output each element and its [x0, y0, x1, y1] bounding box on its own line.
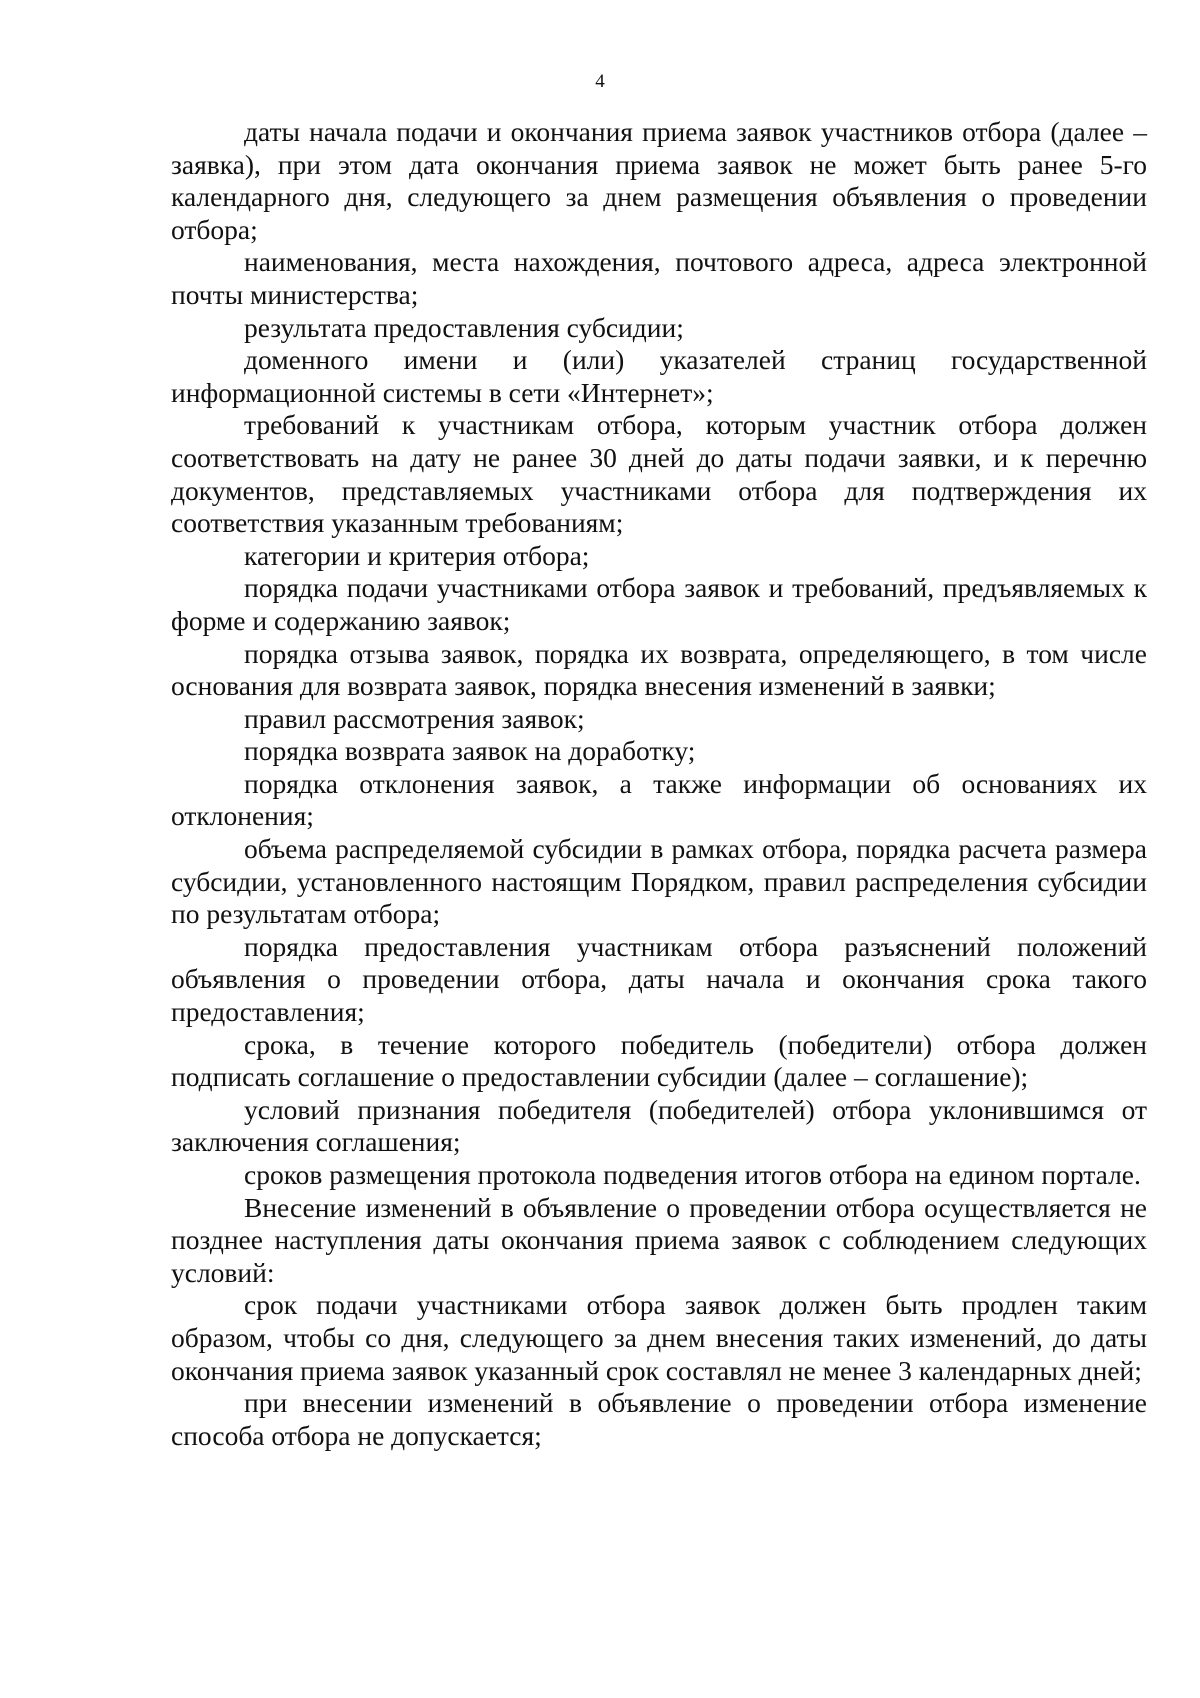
paragraph: срок подачи участниками отбора заявок должен быть продлен таким образом, чтобы со дня, следующего за днем внесения таких изменений, до даты окончания приема заявок указанный срок составлял не менее 3 календарных дней;: [171, 1289, 1147, 1386]
paragraph: наименования, места нахождения, почтового адреса, адреса электронной почты министерства;: [171, 246, 1147, 310]
paragraph: порядка возврата заявок на доработку;: [244, 735, 696, 767]
paragraph: при внесении изменений в объявление о проведении отбора изменение способа отбора не допускается;: [171, 1387, 1147, 1451]
paragraph: порядка отзыва заявок, порядка их возврата, определяющего, в том числе основания для возврата заявок, порядка внесения изменений в заявки;: [171, 637, 1147, 702]
paragraph: порядка отклонения заявок, а также информации об основаниях их отклонения;: [171, 767, 1147, 832]
paragraph: сроков размещения протокола подведения итогов отбора на едином портале.: [244, 1159, 1141, 1190]
paragraph: порядка предоставления участникам отбора разъяснений положений объявления о проведении отбора, даты начала и окончания срока такого предоставления;: [171, 930, 1147, 1028]
page-number: 4: [595, 71, 605, 92]
paragraph: условий признания победителя (победителей) отбора уклонившимся от заключения соглашения;: [171, 1093, 1147, 1158]
paragraph: требований к участникам отбора, которым участник отбора должен соответствовать на дату не ранее 30 дней до даты подачи заявки, и к перечню документов, представляемых участниками отбора для подтверждения их соответствия указанным требованиям;: [171, 409, 1147, 539]
paragraph: правил рассмотрения заявок;: [244, 702, 585, 734]
paragraph: Внесение изменений в объявление о проведении отбора осуществляется не позднее наступления даты окончания приема заявок с соблюдением следующих условий:: [171, 1191, 1147, 1288]
paragraph: категории и критерия отбора;: [244, 539, 590, 571]
document-body: [171, 116, 1147, 1452]
paragraph: порядка подачи участниками отбора заявок и требований, предъявляемых к форме и содержанию заявок;: [171, 572, 1147, 636]
paragraph: доменного имени и (или) указателей страниц государственной информационной системы в сети «Интернет»;: [171, 344, 1147, 408]
paragraph: срока, в течение которого победитель (победители) отбора должен подписать соглашение о предоставлении субсидии (далее – соглашение);: [171, 1028, 1147, 1093]
paragraph: даты начала подачи и окончания приема заявок участников отбора (далее – заявка), при этом дата окончания приема заявок не может быть ранее 5-го календарного дня, следующего за днем размещения объявления о проведении отбора;: [171, 116, 1147, 245]
paragraph: результата предоставления субсидии;: [244, 311, 684, 343]
paragraph: объема распределяемой субсидии в рамках отбора, порядка расчета размера субсидии, установленного настоящим Порядком, правил распределения субсидии по результатам отбора;: [171, 833, 1147, 930]
